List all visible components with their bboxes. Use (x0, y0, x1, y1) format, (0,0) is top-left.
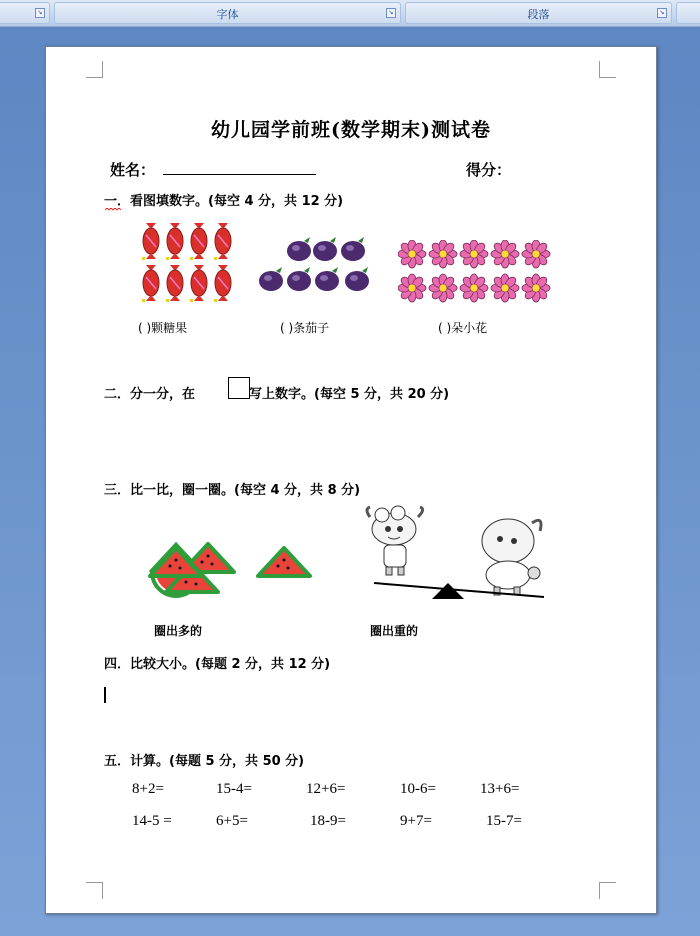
calc-item[interactable]: 15-7= (486, 813, 522, 829)
candies-picture (134, 219, 234, 307)
crop-mark-top-right (599, 61, 616, 78)
eggplant-count-blank[interactable]: ( )条茄子 (280, 321, 330, 335)
section5-heading: 五．计算。(每题 5 分，共 50 分) (104, 754, 305, 769)
flower-icon (522, 240, 550, 268)
calc-item[interactable]: 18-9= (310, 813, 346, 829)
flower-icon (460, 274, 488, 302)
calc-item[interactable]: 10-6= (400, 781, 436, 797)
dialog-launcher-icon[interactable]: ↘ (35, 8, 45, 18)
calc-item[interactable]: 12+6= (306, 781, 346, 797)
text-cursor (104, 687, 106, 703)
flower-icon (522, 274, 550, 302)
paragraph-group-label: 段落 (527, 8, 550, 21)
section4-heading: 四．比较大小。(每题 2 分，共 12 分) (104, 657, 331, 672)
crop-mark-bottom-right (599, 882, 616, 899)
section3-heading: 三．比一比，圈一圈。(每空 4 分，共 8 分) (104, 483, 361, 498)
candy-icon (166, 265, 183, 302)
section2-heading-end: 写上数字。(每空 5 分，共 20 分) (249, 387, 450, 402)
circle-more-label: 圈出多的 (154, 624, 203, 638)
eggplant-icon (287, 237, 311, 261)
crop-mark-top-left (86, 61, 103, 78)
candy-count-blank[interactable]: ( )颗糖果 (138, 321, 188, 335)
candy-icon (214, 223, 231, 260)
small-sheep-icon (367, 506, 423, 575)
eggplant-icon (287, 267, 311, 291)
flowers-picture (398, 240, 558, 306)
calc-item[interactable]: 9+7= (400, 813, 432, 829)
name-label: 姓名： (110, 161, 156, 179)
seesaw-sheep-picture (364, 505, 554, 615)
ribbon-group-left-stub (0, 2, 50, 24)
crop-mark-bottom-left (86, 882, 103, 899)
font-dialog-launcher-icon[interactable]: ↘ (386, 8, 396, 18)
calc-item[interactable]: 14-5 = (132, 813, 172, 829)
ribbon-group-paragraph (405, 2, 672, 24)
ribbon-group-right-stub (676, 2, 700, 24)
flower-icon (460, 240, 488, 268)
document-page[interactable] (45, 46, 657, 914)
flower-icon (491, 274, 519, 302)
eggplant-icon (259, 267, 283, 291)
watermelons-picture (146, 542, 316, 612)
calc-item[interactable]: 8+2= (132, 781, 164, 797)
calc-item[interactable]: 6+5= (216, 813, 248, 829)
flower-icon (491, 240, 519, 268)
eggplant-icon (313, 237, 337, 261)
ribbon-group-font (54, 2, 401, 24)
eggplant-icon (345, 267, 369, 291)
candy-icon (190, 223, 207, 260)
spellcheck-squiggle (105, 208, 121, 211)
big-sheep-icon (482, 519, 541, 595)
candy-icon (190, 265, 207, 302)
flower-count-blank[interactable]: ( )朵小花 (438, 321, 488, 335)
watermelon-slice (258, 548, 310, 576)
candy-icon (142, 223, 159, 260)
candy-icon (214, 265, 231, 302)
circle-heavier-label: 圈出重的 (370, 624, 419, 638)
paragraph-dialog-launcher-icon[interactable]: ↘ (657, 8, 667, 18)
section2-heading-start: 二．分一分，在 (104, 387, 196, 402)
flower-icon (398, 274, 426, 302)
eggplant-icon (341, 237, 365, 261)
flower-icon (398, 240, 426, 268)
score-label: 得分： (466, 161, 512, 179)
calc-item[interactable]: 15-4= (216, 781, 252, 797)
candy-icon (166, 223, 183, 260)
answer-box-icon (228, 377, 250, 399)
section1-heading: 一．看图填数字。(每空 4 分，共 12 分) (104, 194, 344, 209)
eggplant-icon (315, 267, 339, 291)
name-underline (163, 174, 316, 175)
page-title: 幼儿园学前班(数学期末)测试卷 (211, 119, 491, 141)
candy-icon (142, 265, 159, 302)
font-group-label: 字体 (216, 8, 239, 21)
flower-icon (429, 274, 457, 302)
ribbon-bar (0, 0, 700, 27)
flower-icon (429, 240, 457, 268)
eggplants-picture (256, 235, 371, 301)
calc-item[interactable]: 13+6= (480, 781, 520, 797)
